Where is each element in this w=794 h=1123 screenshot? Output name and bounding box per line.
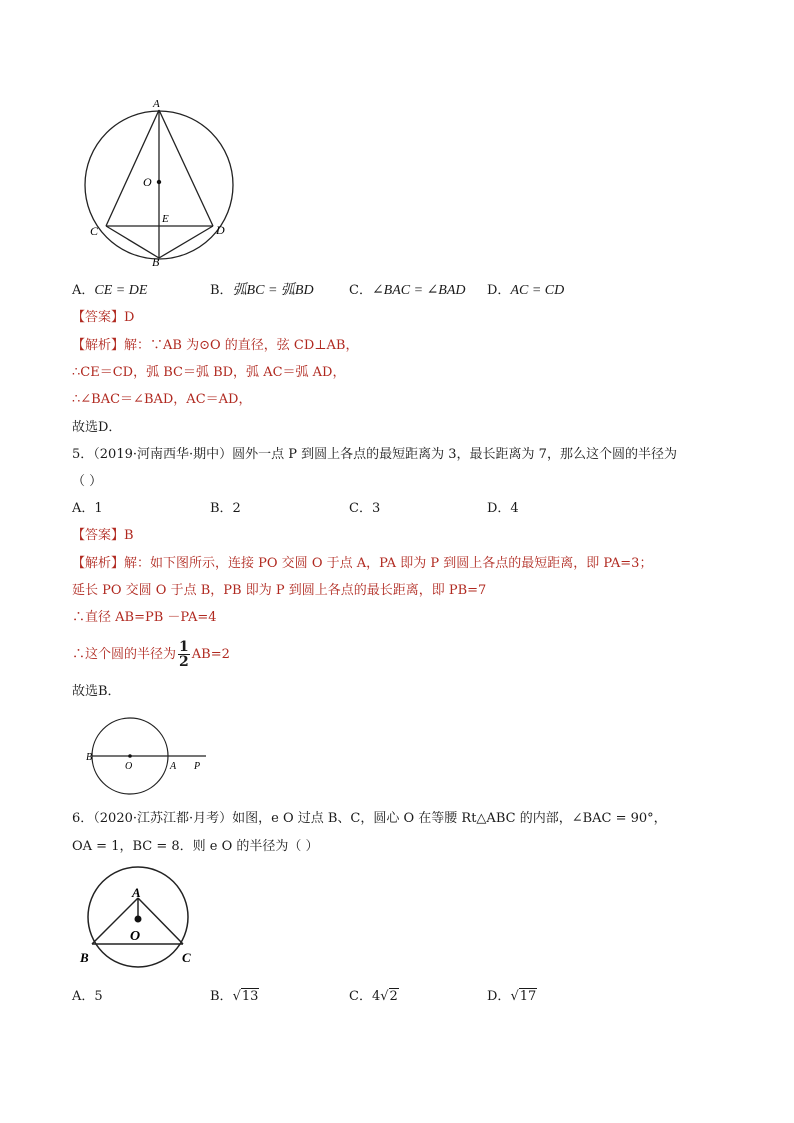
q5-option-c: C．3 [349, 501, 381, 516]
q6-label-a: A [132, 885, 141, 900]
q6-option-b-radicand: 13 [241, 989, 259, 1004]
q4-option-b: B．弧BC = 弧BD [210, 283, 314, 298]
q5-label-a: A [170, 761, 177, 772]
q5-stem-line-2: （ ） [72, 474, 103, 489]
q4-chord-ac [106, 110, 159, 226]
q6-center-dot [135, 916, 142, 923]
q5-analysis-line-3: ∴直径 AB=PB －PA=4 [72, 610, 217, 625]
q5-label-b: B [86, 752, 93, 763]
q4-answer: 【答案】D [72, 310, 135, 325]
q5-option-b: B．2 [210, 501, 241, 516]
q5-analysis-line-4: ∴这个圆的半径为 $\frac{1}{2}$ AB=2 [72, 639, 230, 670]
q5-label-o: O [125, 761, 133, 772]
q6-option-c: C．4√2 [349, 989, 398, 1004]
q5-label-p: P [194, 761, 201, 772]
q6-option-d-radicand: 17 [519, 989, 537, 1004]
q6-label-o: O [130, 929, 141, 944]
q5-option-d: D．4 [487, 501, 519, 516]
q5-conclusion: 故选B． [72, 684, 121, 699]
q5-circle-figure [84, 712, 214, 796]
q5-stem-line-1: 5．（2019·河南西华·期中）圆外一点 P 到圆上各点的最短距离为 3，最长距离为 7，那么这个圆的半径为 [72, 447, 677, 462]
q4-conclusion: 故选D． [72, 420, 122, 435]
q6-stem-line-2: OA = 1，BC = 8．则 e O 的半径为（ ） [72, 839, 319, 854]
q4-analysis-line-1: 【解析】解：∵AB 为⊙O 的直径，弦 CD⊥AB， [72, 338, 359, 353]
q5-analysis-line-1: 【解析】解：如下图所示，连接 PO 交圆 O 于点 A，PA 即为 P 到圆上各点的最短距离，即 PA=3； [72, 556, 653, 571]
q4-circle-figure [80, 95, 245, 270]
q4-option-a: A．CE = DE [72, 283, 148, 298]
q6-option-c-radicand: 2 [389, 989, 398, 1004]
q4-label-o: O [143, 175, 152, 189]
q4-label-c: C [90, 224, 99, 238]
q6-option-a: A．5 [72, 989, 103, 1004]
q4-analysis-line-3: ∴∠BAC＝∠BAD，AC＝AD， [72, 392, 252, 407]
q6-stem-line-1: 6．（2020·江苏江都·月考）如图，e O 过点 B、C，圆心 O 在等腰 Rt△ABC 的内部，∠BAC = 90°， [72, 811, 667, 826]
q4-label-d: D [216, 223, 225, 237]
q6-option-b: B．√13 [210, 989, 259, 1004]
q4-label-b: B [152, 255, 160, 269]
q5-answer: 【答案】B [72, 528, 134, 543]
q4-option-c: C．∠BAC = ∠BAD [349, 283, 466, 298]
q5-center-dot [128, 754, 132, 758]
q6-label-c: C [182, 950, 191, 965]
q6-option-d: D．√17 [487, 989, 537, 1004]
q4-label-a: A [153, 98, 160, 110]
q5-fraction: $\frac{1}{2}$ [179, 639, 189, 670]
q4-analysis-line-2: ∴CE＝CD，弧 BC＝弧 BD，弧 AC＝弧 AD， [72, 365, 346, 380]
q6-circle-figure [78, 865, 203, 975]
q5-option-a: A．1 [72, 501, 103, 516]
q6-label-b: B [80, 950, 89, 965]
q4-chord-cb [106, 226, 159, 258]
q4-label-e: E [162, 213, 169, 225]
q4-center-dot [157, 180, 161, 184]
q5-analysis-line-2: 延长 PO 交圆 O 于点 B，PB 即为 P 到圆上各点的最长距离，即 PB=7 [72, 583, 487, 598]
q4-option-d: D．AC = CD [487, 283, 565, 298]
q6-side-ac [138, 898, 183, 944]
